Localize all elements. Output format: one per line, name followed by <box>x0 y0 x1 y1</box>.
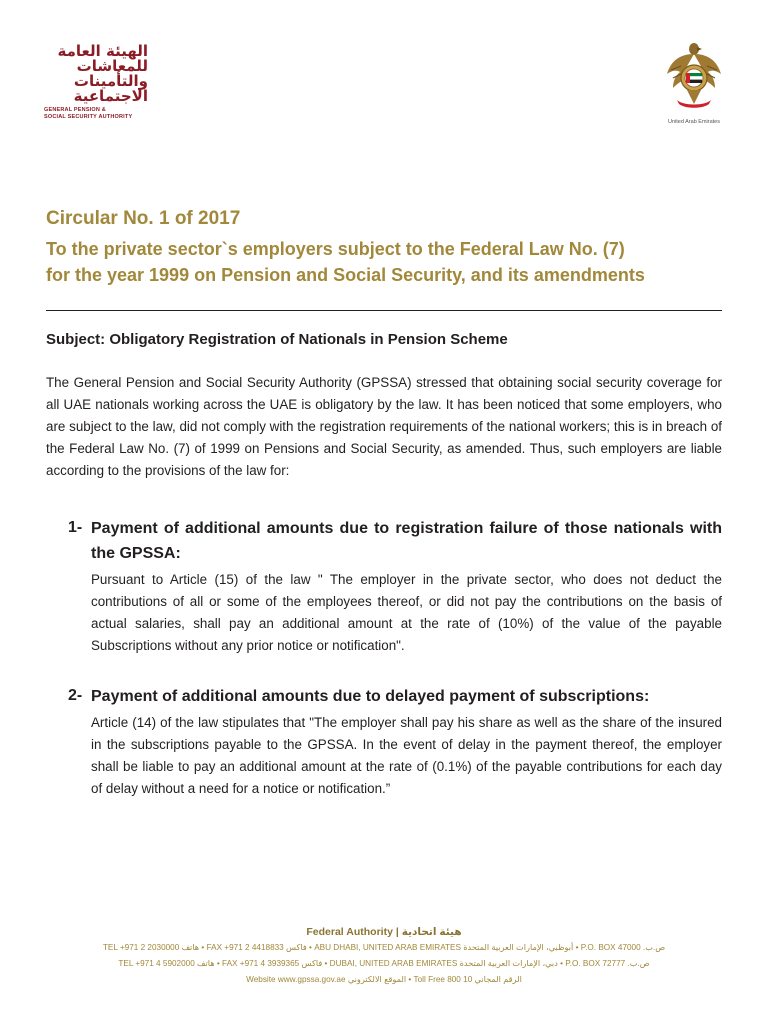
falcon-emblem-icon <box>663 40 725 112</box>
circular-number: Circular No. 1 of 2017 <box>46 208 241 229</box>
uae-emblem <box>654 40 734 126</box>
footer-contact-line: Website www.gpssa.gov.ae الموقع الالكتروني • Toll Free 800 10 الرقم المجاني <box>246 975 522 984</box>
list-item <box>68 684 722 800</box>
title-divider <box>46 310 722 311</box>
emblem-caption: United Arab Emirates <box>668 119 720 125</box>
list-item-number: 2- <box>68 687 83 704</box>
gpssa-logo-arabic: الهيئة العامة للمعاشات والتأمينات الاجتماعية <box>57 42 148 105</box>
list-item-body: Pursuant to Article (15) of the law " The employer in the private sector, who does not deduct the contributions of all or some of the employees thereof, or did not pay the contributions on the basis of actual salaries, shall pay an additional amount at the rate of (10%) of the value of the payable Subscriptions without any prior notice or notification". <box>91 572 722 653</box>
circular-title-line-1: To the private sector`s employers subject to the Federal Law No. (7) <box>46 239 625 259</box>
gpssa-logo-english: GENERAL PENSION & SOCIAL SECURITY AUTHORITY <box>44 107 133 120</box>
footer-authority: Federal Authority | هيئة اتحادية <box>306 926 462 938</box>
subject-heading: Subject: Obligatory Registration of Nationals in Pension Scheme <box>46 331 508 348</box>
intro-paragraph: The General Pension and Social Security Authority (GPSSA) stressed that obtaining social security coverage for all UAE nationals working across the UAE is obligatory by the law. It has been noticed that some employers, who are subject to the law, did not comply with the registration requirements of the national workers; this is in breach of the Federal Law No. (7) of 1999 on Pensions and Social Security, as amended. Thus, such employers are liable according to the provisions of the law for: <box>46 375 722 478</box>
footer-abu-dhabi-line: TEL +971 2 2030000 هاتف • FAX +971 2 4418833 فاكس • ABU DHABI, UNITED ARAB EMIRATES أبوظبي، الإمارات العربية المتحدة • P.O. BOX 47000 ص.ب. <box>102 943 666 952</box>
page-footer <box>40 924 728 988</box>
website-link[interactable]: Website www.gpssa.gov.ae <box>246 975 346 984</box>
footer-dubai-line: TEL +971 4 5902000 هاتف • FAX +971 4 3939365 فاكس • DUBAI, UNITED ARAB EMIRATES دبي، الإمارات العربية المتحدة • P.O. BOX 72777 ص.ب. <box>118 959 650 968</box>
list-item-number: 1- <box>68 519 83 536</box>
gpssa-logo <box>44 44 164 124</box>
list-item-body: Article (14) of the law stipulates that "The employer shall pay his share as well as the share of the insured in the subscriptions payable to the GPSSA. In the event of delay in the payment thereof, the employer shall be liable to pay an additional amount at the rate of (0.1%) of the payable contributions for each day of delay without a need for a notice or notification.” <box>91 715 722 796</box>
list-item-heading: Payment of additional amounts due to registration failure of those nationals with the GPSSA: <box>91 520 722 562</box>
list-item-heading: Payment of additional amounts due to delayed payment of subscriptions: <box>91 688 650 705</box>
list-item <box>68 516 722 657</box>
circular-title-line-2: for the year 1999 on Pension and Social Security, and its amendments <box>46 265 645 285</box>
circular-title-block <box>46 206 726 288</box>
